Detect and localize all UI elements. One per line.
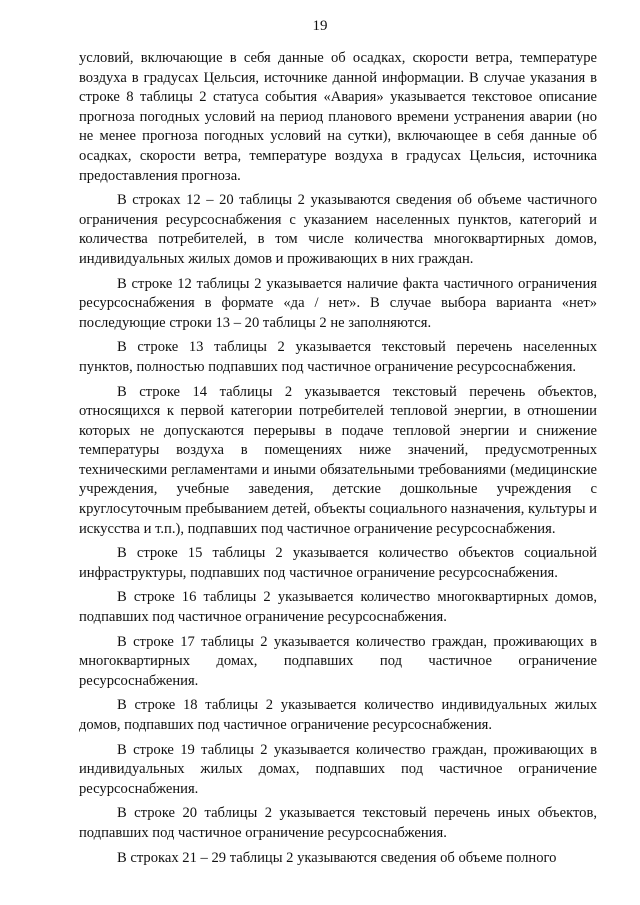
page-number: 19 xyxy=(312,18,328,34)
paragraph: В строке 20 таблицы 2 указывается текстовый перечень иных объектов, подпавших под частичное ограничение ресурсоснабжения. xyxy=(79,805,597,841)
paragraph: В строках 12 – 20 таблицы 2 указываются сведения об объеме частичного ограничения ресурсоснабжения с указанием населенных пунктов, категорий и количества потребителей, в том числе количества многоквартирных домов, индивидуальных жилых домов и проживающих в них граждан. xyxy=(79,192,597,267)
paragraph: В строке 12 таблицы 2 указывается наличие факта частичного ограничения ресурсоснабжения в формате «да / нет». В случае выбора варианта «нет» последующие строки 13 – 20 таблицы 2 не заполняются. xyxy=(79,275,597,331)
paragraph: В строке 15 таблицы 2 указывается количество объектов социальной инфраструктуры, подпавших под частичное ограничение ресурсоснабжения. xyxy=(79,545,597,581)
paragraph: В строке 19 таблицы 2 указывается количество граждан, проживающих в индивидуальных жилых домах, подпавших под частичное ограничение ресурсоснабжения. xyxy=(79,741,597,797)
paragraph: В строке 16 таблицы 2 указывается количество многоквартирных домов, подпавших под частичное ограничение ресурсоснабжения. xyxy=(79,589,597,626)
document-body xyxy=(79,49,597,873)
paragraph: В строке 13 таблицы 2 указывается текстовый перечень населенных пунктов, полностью подпавших под частичное ограничение ресурсоснабжения. xyxy=(79,339,597,375)
paragraph: В строке 14 таблицы 2 указывается текстовый перечень объектов, относящихся к первой категории потребителей тепловой энергии, в отношении которых не допускаются перерывы в подаче тепловой энергии и снижение температуры воздуха в помещениях ниже значений, предусмотренных техническими регламентами и иными обязательными требованиями (медицинские учреждения, учебные заведения, детские дошкольные учреждения с круглосуточным пребыванием детей, объекты социального назначения, культуры и искусства и т.п.), подпавших под частичное ограничение ресурсоснабжения. xyxy=(79,383,597,537)
paragraph-continued: условий, включающие в себя данные об осадках, скорости ветра, температуре воздуха в градусах Цельсия, источнике данной информации. В случае указания в строке 8 таблицы 2 статуса события «Авария» указывается текстовое описание прогноза погодных условий на период планового времени устранения аварии (но не менее прогноза погодных условий на сутки), включающее в себя данные об осадках, скорости ветра, температуре воздуха в градусах Цельсия, источника предоставления прогноза. xyxy=(79,50,597,184)
paragraph-last: В строках 21 – 29 таблицы 2 указываются сведения об объеме полного xyxy=(117,849,557,866)
paragraph: В строке 18 таблицы 2 указывается количество индивидуальных жилых домов, подпавших под частичное ограничение ресурсоснабжения. xyxy=(79,697,597,733)
paragraph: В строке 17 таблицы 2 указывается количество граждан, проживающих в многоквартирных домах, подпавших под частичное ограничение ресурсоснабжения. xyxy=(79,633,597,689)
